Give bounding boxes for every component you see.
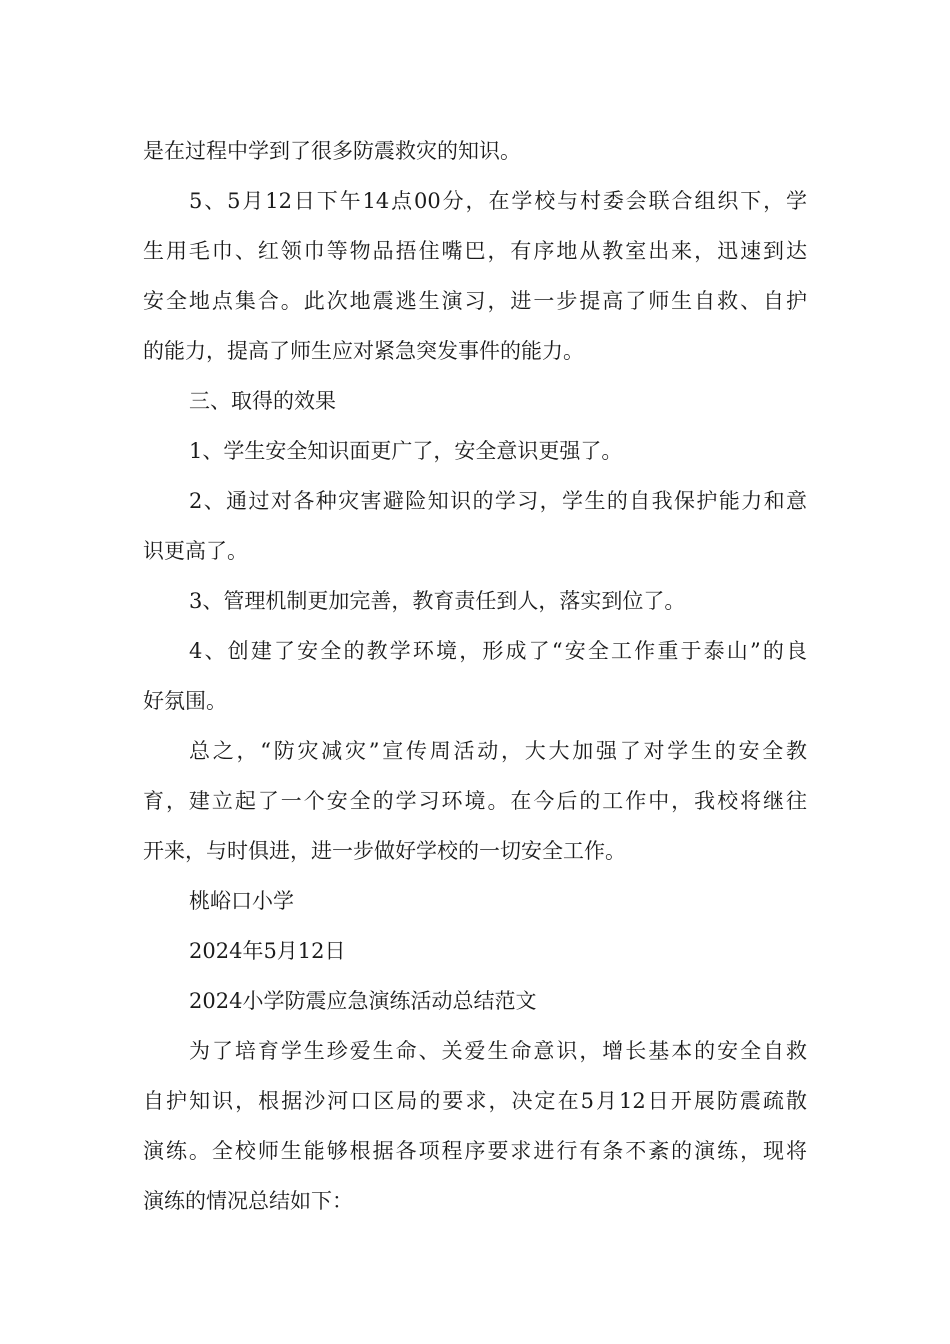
paragraph-line: 为了培育学生珍爱生命、关爱生命意识，增长基本的安全自救 [189,1039,807,1063]
list-item: 4、创建了安全的教学环境，形成了“安全工作重于泰山”的良 [189,639,807,663]
paragraph-line: 安全地点集合。此次地震逃生演习，进一步提高了师生自救、自护 [143,289,807,313]
list-item: 2、通过对各种灾害避险知识的学习，学生的自我保护能力和意 [189,489,807,513]
paragraph-line: 自护知识，根据沙河口区局的要求，决定在5月12日开展防震疏散 [143,1089,807,1113]
paragraph-line: 演练的情况总结如下： [143,1189,353,1213]
list-item: 1、学生安全知识面更广了，安全意识更强了。 [189,439,623,463]
article-title: 2024小学防震应急演练活动总结范文 [189,989,537,1013]
paragraph-line: 5、5月12日下午14点00分，在学校与村委会联合组织下，学 [189,189,807,213]
list-item: 3、管理机制更加完善，教育责任到人，落实到位了。 [189,589,686,613]
signature-date: 2024年5月12日 [189,939,346,963]
paragraph-line: 总之，“防灾减灾”宣传周活动，大大加强了对学生的安全教 [189,739,807,763]
list-item-continuation: 好氛围。 [143,689,227,713]
paragraph-line: 演练。全校师生能够根据各项程序要求进行有条不紊的演练，现将 [143,1139,807,1163]
paragraph-line: 生用毛巾、红领巾等物品捂住嘴巴，有序地从教室出来，迅速到达 [143,239,807,263]
signature-school: 桃峪口小学 [189,889,294,913]
section-heading: 三、取得的效果 [189,389,336,413]
document-body [143,126,807,1226]
paragraph-line: 育，建立起了一个安全的学习环境。在今后的工作中，我校将继往 [143,789,807,813]
paragraph-line: 开来，与时俱进，进一步做好学校的一切安全工作。 [143,839,626,863]
text-line: 是在过程中学到了很多防震救灾的知识。 [143,139,521,163]
paragraph-line: 的能力，提高了师生应对紧急突发事件的能力。 [143,339,584,363]
list-item-continuation: 识更高了。 [143,539,248,563]
